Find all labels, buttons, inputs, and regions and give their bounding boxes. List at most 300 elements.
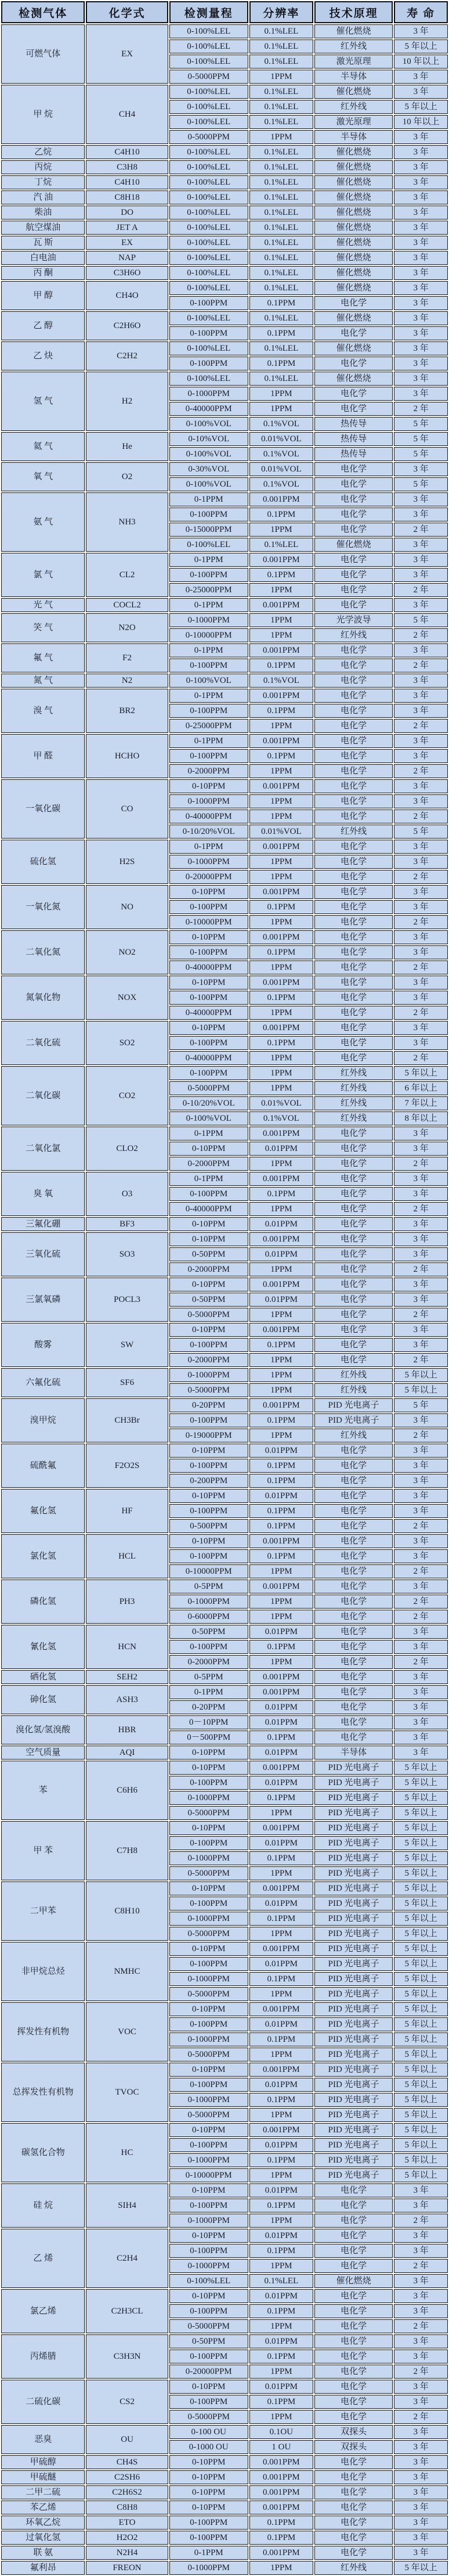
range-cell: 0-100PPM	[169, 1066, 248, 1080]
range-cell: 0-100%LEL	[169, 175, 248, 189]
range-cell: 0-10PPM	[169, 2183, 248, 2197]
lifespan-cell: 6 年以上	[394, 1081, 448, 1095]
principle-cell: 电化学	[314, 779, 393, 793]
resolution-cell: 0.001PPM	[249, 492, 313, 506]
range-cell: 0-1000 OU	[169, 2440, 248, 2454]
resolution-cell: 0.01PPM	[249, 1444, 313, 1458]
resolution-cell: 1PPM	[249, 2410, 313, 2424]
gas-name-cell: 氧 气	[1, 462, 85, 491]
resolution-cell: 1PPM	[249, 2214, 313, 2228]
range-cell: 0-10PPM	[169, 2289, 248, 2303]
resolution-cell: 1PPM	[249, 1006, 313, 1020]
lifespan-cell: 3 年	[394, 2304, 448, 2318]
gas-name-cell: 氟 气	[1, 643, 85, 672]
lifespan-cell: 5 年	[394, 432, 448, 446]
principle-cell: 电化学	[314, 1700, 393, 1714]
resolution-cell: 0.01PPM	[249, 1776, 313, 1790]
formula-cell: F2	[86, 643, 168, 672]
gas-name-cell: 二硫化碳	[1, 2380, 85, 2424]
resolution-cell: 0.1PPM	[249, 1640, 313, 1654]
principle-cell: 电化学	[314, 1444, 393, 1458]
lifespan-cell: 3 年	[394, 1715, 448, 1729]
resolution-cell: 1PPM	[249, 719, 313, 733]
range-cell: 0-1000PPM	[169, 2093, 248, 2107]
range-cell: 0-5000PPM	[169, 1081, 248, 1095]
range-cell: 0-100%LEL	[169, 538, 248, 552]
range-cell: 0-1000PPM	[169, 1368, 248, 1382]
principle-cell: 电化学	[314, 945, 393, 959]
lifespan-cell: 8 年以上	[394, 1111, 448, 1125]
resolution-cell: 0.001PPM	[249, 779, 313, 793]
range-cell: 0-100PPM	[169, 2244, 248, 2258]
range-cell: 0-1PPM	[169, 553, 248, 567]
range-cell: 0-1000PPM	[169, 613, 248, 627]
resolution-cell: 1PPM	[249, 2259, 313, 2273]
principle-cell: 电化学	[314, 643, 393, 657]
principle-cell: 电化学	[314, 1217, 393, 1231]
resolution-cell: 0.001PPM	[249, 1021, 313, 1035]
range-cell: 0-10PPM	[169, 930, 248, 944]
principle-cell: 电化学	[314, 930, 393, 944]
table-row	[1, 734, 448, 748]
gas-name-cell: 可燃气体	[1, 24, 85, 84]
lifespan-cell: 2 年	[394, 628, 448, 642]
range-cell: 0-100%LEL	[169, 311, 248, 325]
range-cell: 0-10PPM	[169, 1444, 248, 1458]
lifespan-cell: 3 年	[394, 1127, 448, 1141]
range-cell: 0-100PPM	[169, 1836, 248, 1850]
range-cell: 0-40000PPM	[169, 810, 248, 823]
resolution-cell: 0.1%LEL	[249, 2274, 313, 2288]
table-row	[1, 1172, 448, 1186]
resolution-cell: 0.001PPM	[249, 2546, 313, 2560]
resolution-cell: 0.1%LEL	[249, 115, 313, 129]
table-row	[1, 251, 448, 265]
range-cell: 0-1PPM	[169, 840, 248, 854]
range-cell: 0-100PPM	[169, 2078, 248, 2092]
lifespan-cell: 2 年	[394, 870, 448, 884]
lifespan-cell: 3 年	[394, 2485, 448, 2499]
resolution-cell: 0.01%VOL	[249, 432, 313, 446]
lifespan-cell: 5 年以上	[394, 2078, 448, 2092]
gas-name-cell: 二氧化氯	[1, 1127, 85, 1171]
lifespan-cell: 3 年	[394, 2395, 448, 2409]
lifespan-cell: 3 年	[394, 1580, 448, 1593]
resolution-cell: 0.1PPM	[249, 1504, 313, 1518]
principle-cell: 双探头	[314, 2440, 393, 2454]
resolution-cell: 0.1%LEL	[249, 266, 313, 280]
lifespan-cell: 3 年	[394, 1247, 448, 1261]
lifespan-cell: 3 年	[394, 266, 448, 280]
table-row	[1, 598, 448, 612]
range-cell: 0-1000PPM	[169, 1851, 248, 1865]
gas-name-cell: 溴 气	[1, 689, 85, 733]
formula-cell: C3H8	[86, 160, 168, 174]
table-row	[1, 1021, 448, 1035]
lifespan-cell: 3 年	[394, 900, 448, 914]
range-cell: 0-10000PPM	[169, 915, 248, 929]
lifespan-cell: 3 年	[394, 840, 448, 854]
range-cell: 0-40000PPM	[169, 960, 248, 974]
resolution-cell: 1PPM	[249, 583, 313, 597]
resolution-cell: 1PPM	[249, 628, 313, 642]
principle-cell: 电化学	[314, 1051, 393, 1065]
resolution-cell: 0.01PPM	[249, 2380, 313, 2394]
principle-cell: 电化学	[314, 960, 393, 974]
lifespan-cell: 2 年	[394, 2319, 448, 2333]
range-cell: 0-50PPM	[169, 1293, 248, 1307]
principle-cell: 电化学	[314, 2319, 393, 2333]
resolution-cell: 0.01PPM	[249, 2334, 313, 2348]
resolution-cell: 1PPM	[249, 1564, 313, 1578]
principle-cell: 催化燃烧	[314, 190, 393, 204]
range-cell: 0-100PPM	[169, 2395, 248, 2409]
principle-cell: 电化学	[314, 1459, 393, 1473]
range-cell: 0-5000PPM	[169, 2048, 248, 2061]
formula-cell: CH4O	[86, 281, 168, 310]
formula-cell: C4H10	[86, 145, 168, 159]
range-cell: 0-40000PPM	[169, 402, 248, 416]
range-cell: 0-5PPM	[169, 1580, 248, 1593]
resolution-cell: 0.01PPM	[249, 2289, 313, 2303]
table-row	[1, 145, 448, 159]
table-row	[1, 1127, 448, 1141]
principle-cell: PID 光电离子	[314, 2048, 393, 2061]
formula-cell: ASH3	[86, 1685, 168, 1714]
resolution-cell: 1PPM	[249, 2365, 313, 2379]
gas-name-cell: 乙 醇	[1, 311, 85, 340]
resolution-cell: 1PPM	[249, 1157, 313, 1171]
lifespan-cell: 5 年以上	[394, 39, 448, 53]
principle-cell: 电化学	[314, 1625, 393, 1639]
principle-cell: PID 光电离子	[314, 2078, 393, 2092]
range-cell: 0-100PPM	[169, 508, 248, 521]
resolution-cell: 0.1%LEL	[249, 55, 313, 69]
resolution-cell: 0.1PPM	[249, 1912, 313, 1926]
table-row	[1, 1368, 448, 1382]
gas-name-cell: 硅 烷	[1, 2183, 85, 2228]
range-cell: 0-10PPM	[169, 1021, 248, 1035]
range-cell: 0-10PPM	[169, 2123, 248, 2137]
principle-cell: 催化燃烧	[314, 266, 393, 280]
range-cell: 0-50PPM	[169, 1247, 248, 1261]
formula-cell: He	[86, 432, 168, 461]
lifespan-cell: 3 年	[394, 1625, 448, 1639]
resolution-cell: 0.001PPM	[249, 1685, 313, 1699]
resolution-cell: 0.001PPM	[249, 1232, 313, 1246]
range-cell: 0-100%LEL	[169, 85, 248, 99]
range-cell: 0-10PPM	[169, 1142, 248, 1156]
lifespan-cell: 3 年	[394, 341, 448, 355]
range-cell: 0-100PPM	[169, 945, 248, 959]
formula-cell: C2H2	[86, 341, 168, 370]
table-row	[1, 1580, 448, 1593]
resolution-cell: 1PPM	[249, 1383, 313, 1397]
resolution-cell: 0.1PPM	[249, 1791, 313, 1805]
range-cell: 0-100%LEL	[169, 190, 248, 204]
gas-name-cell: 氮 气	[1, 674, 85, 688]
lifespan-cell: 5 年以上	[394, 2093, 448, 2107]
resolution-cell: 0.001PPM	[249, 643, 313, 657]
lifespan-cell: 2 年	[394, 583, 448, 597]
formula-cell: C8H8	[86, 2501, 168, 2514]
range-cell: 0-100%LEL	[169, 2274, 248, 2288]
formula-cell: SO3	[86, 1232, 168, 1276]
principle-cell: 催化燃烧	[314, 538, 393, 552]
principle-cell: 热传导	[314, 447, 393, 461]
lifespan-cell: 5 年	[394, 477, 448, 491]
principle-cell: 电化学	[314, 749, 393, 763]
principle-cell: 电化学	[314, 2485, 393, 2499]
principle-cell: PID 光电离子	[314, 1791, 393, 1805]
lifespan-cell: 2 年	[394, 1595, 448, 1609]
resolution-cell: 1PPM	[249, 2561, 313, 2575]
principle-cell: PID 光电离子	[314, 2032, 393, 2046]
gas-name-cell: 笑 气	[1, 613, 85, 642]
range-cell: 0-1PPM	[169, 598, 248, 612]
resolution-cell: 0.01PPM	[249, 1217, 313, 1231]
table-row	[1, 779, 448, 793]
principle-cell: 电化学	[314, 991, 393, 1005]
principle-cell: 电化学	[314, 1670, 393, 1684]
range-cell: 0-100PPM	[169, 2350, 248, 2363]
range-cell: 0-100PPM	[169, 991, 248, 1005]
resolution-cell: 0.1%LEL	[249, 100, 313, 114]
formula-cell: C6H6	[86, 1761, 168, 1820]
table-row	[1, 1066, 448, 1080]
range-cell: 0-1PPM	[169, 1685, 248, 1699]
gas-name-cell: 二甲二硫	[1, 2485, 85, 2499]
table-row	[1, 930, 448, 944]
gas-name-cell: 乙 烯	[1, 2229, 85, 2288]
resolution-cell: 1PPM	[249, 523, 313, 537]
resolution-cell: 0.01%VOL	[249, 1096, 313, 1110]
lifespan-cell: 2 年	[394, 810, 448, 823]
table-row	[1, 2334, 448, 2348]
gas-name-cell: 挥发性有机物	[1, 2002, 85, 2061]
range-cell: 0-1PPM	[169, 492, 248, 506]
lifespan-cell: 3 年	[394, 2244, 448, 2258]
range-cell: 0-100%VOL	[169, 447, 248, 461]
principle-cell: 电化学	[314, 915, 393, 929]
resolution-cell: 0.001PPM	[249, 1172, 313, 1186]
lifespan-cell: 3 年	[394, 1504, 448, 1518]
lifespan-cell: 5 年以上	[394, 1897, 448, 1911]
lifespan-cell: 5 年以上	[394, 2138, 448, 2152]
principle-cell: PID 光电离子	[314, 1972, 393, 1986]
principle-cell: 催化燃烧	[314, 311, 393, 325]
gas-name-cell: 白电油	[1, 251, 85, 265]
range-cell: 0-25000PPM	[169, 583, 248, 597]
resolution-cell: 1PPM	[249, 1368, 313, 1382]
table-row	[1, 221, 448, 235]
principle-cell: 电化学	[314, 2199, 393, 2212]
lifespan-cell: 5 年以上	[394, 1851, 448, 1865]
principle-cell: 电化学	[314, 2229, 393, 2243]
range-cell: 0-40000PPM	[169, 1051, 248, 1065]
resolution-cell: 1PPM	[249, 870, 313, 884]
table-row	[1, 885, 448, 899]
resolution-cell: 0.1%VOL	[249, 1111, 313, 1125]
lifespan-cell: 5 年以上	[394, 1942, 448, 1956]
lifespan-cell: 3 年	[394, 734, 448, 748]
lifespan-cell: 3 年	[394, 1685, 448, 1699]
lifespan-cell: 3 年	[394, 85, 448, 99]
principle-cell: PID 光电离子	[314, 2153, 393, 2167]
lifespan-cell: 3 年	[394, 2470, 448, 2484]
principle-cell: 半导体	[314, 130, 393, 144]
resolution-cell: 0.001PPM	[249, 2470, 313, 2484]
lifespan-cell: 3 年	[394, 1474, 448, 1488]
principle-cell: 电化学	[314, 523, 393, 537]
range-cell: 0-100PPM	[169, 900, 248, 914]
principle-cell: 电化学	[314, 2350, 393, 2363]
gas-name-cell: 三氯氧磷	[1, 1278, 85, 1322]
principle-cell: 红外线	[314, 1383, 393, 1397]
lifespan-cell: 3 年	[394, 251, 448, 265]
lifespan-cell: 5 年以上	[394, 2002, 448, 2016]
lifespan-cell: 3 年	[394, 296, 448, 310]
principle-cell: 电化学	[314, 1247, 393, 1261]
principle-cell: 电化学	[314, 1610, 393, 1624]
principle-cell: 电化学	[314, 2183, 393, 2197]
gas-name-cell: 硫化氢	[1, 840, 85, 884]
resolution-cell: 1PPM	[249, 402, 313, 416]
range-cell: 0-6000PPM	[169, 1610, 248, 1624]
principle-cell: 电化学	[314, 1474, 393, 1488]
range-cell: 0-30%VOL	[169, 462, 248, 476]
principle-cell: 电化学	[314, 2380, 393, 2394]
range-cell: 0-5000PPM	[169, 1383, 248, 1397]
formula-cell: NOX	[86, 976, 168, 1020]
range-cell: 0-1000PPM	[169, 2259, 248, 2273]
lifespan-cell: 3 年	[394, 930, 448, 944]
table-row	[1, 1232, 448, 1246]
principle-cell: 催化燃烧	[314, 145, 393, 159]
resolution-cell: 0.1PPM	[249, 568, 313, 582]
principle-cell: 电化学	[314, 1323, 393, 1337]
table-row	[1, 266, 448, 280]
resolution-cell: 0.01PPM	[249, 2017, 313, 2031]
formula-cell: VOC	[86, 2002, 168, 2061]
range-cell: 0-100%VOL	[169, 1111, 248, 1125]
lifespan-cell: 3 年	[394, 372, 448, 386]
lifespan-cell: 3 年	[394, 749, 448, 763]
principle-cell: 电化学	[314, 855, 393, 869]
principle-cell: 电化学	[314, 2410, 393, 2424]
principle-cell: 电化学	[314, 704, 393, 718]
resolution-cell: 0.1PPM	[249, 659, 313, 672]
gas-name-cell: 光 气	[1, 598, 85, 612]
principle-cell: 催化燃烧	[314, 2274, 393, 2288]
resolution-cell: 0.1%LEL	[249, 236, 313, 250]
range-cell: 0-100%LEL	[169, 266, 248, 280]
lifespan-cell: 10 年以上	[394, 55, 448, 69]
table-row	[1, 2289, 448, 2303]
lifespan-cell: 2 年	[394, 1051, 448, 1065]
principle-cell: 电化学	[314, 2395, 393, 2409]
range-cell: 0-1000PPM	[169, 2153, 248, 2167]
range-cell: 0-2000PPM	[169, 1655, 248, 1669]
range-cell: 0-100PPM	[169, 1957, 248, 1971]
principle-cell: 电化学	[314, 2470, 393, 2484]
lifespan-cell: 5 年以上	[394, 1957, 448, 1971]
resolution-cell: 0.01PPM	[249, 1700, 313, 1714]
table-row	[1, 643, 448, 657]
principle-cell: 电化学	[314, 1187, 393, 1201]
table-row	[1, 1685, 448, 1699]
lifespan-cell: 5 年以上	[394, 1927, 448, 1941]
resolution-cell: 0.1PPM	[249, 1730, 313, 1744]
principle-cell: 电化学	[314, 1232, 393, 1246]
resolution-cell: 1PPM	[249, 1595, 313, 1609]
table-row	[1, 1217, 448, 1231]
range-cell: 0-10PPM	[169, 2501, 248, 2514]
gas-name-cell: 空气质量	[1, 1746, 85, 1760]
lifespan-cell: 3 年	[394, 1730, 448, 1744]
lifespan-cell: 3 年	[394, 991, 448, 1005]
lifespan-cell: 3 年	[394, 326, 448, 340]
principle-cell: PID 光电离子	[314, 2108, 393, 2122]
principle-cell: 催化燃烧	[314, 221, 393, 235]
principle-cell: PID 光电离子	[314, 1897, 393, 1911]
resolution-cell: 1PPM	[249, 2319, 313, 2333]
resolution-cell: 0.01PPM	[249, 2138, 313, 2152]
range-cell: 0-10PPM	[169, 976, 248, 990]
lifespan-cell: 3 年	[394, 160, 448, 174]
principle-cell: 电化学	[314, 2244, 393, 2258]
lifespan-cell: 2 年	[394, 659, 448, 672]
range-cell: 0-10000PPM	[169, 628, 248, 642]
lifespan-cell: 2 年	[394, 2365, 448, 2379]
resolution-cell: 0.1PPM	[249, 1474, 313, 1488]
range-cell: 0-10PPM	[169, 1232, 248, 1246]
formula-cell: POCL3	[86, 1278, 168, 1322]
resolution-cell: 0.1%VOL	[249, 417, 313, 431]
principle-cell: PID 光电离子	[314, 1761, 393, 1775]
table-row	[1, 1761, 448, 1775]
principle-cell: PID 光电离子	[314, 2063, 393, 2077]
resolution-cell: 0.1PPM	[249, 2244, 313, 2258]
formula-cell: EX	[86, 236, 168, 250]
principle-cell: 电化学	[314, 689, 393, 703]
range-cell: 0-40000PPM	[169, 1202, 248, 1216]
lifespan-cell: 5 年以上	[394, 2108, 448, 2122]
lifespan-cell: 5 年以上	[394, 2168, 448, 2182]
lifespan-cell: 2 年	[394, 2214, 448, 2228]
column-header: 分辨率	[249, 1, 313, 23]
table-row	[1, 2425, 448, 2439]
lifespan-cell: 3 年	[394, 492, 448, 506]
principle-cell: 电化学	[314, 1142, 393, 1156]
table-row	[1, 840, 448, 854]
resolution-cell: 0.1PPM	[249, 1519, 313, 1533]
table-row	[1, 2501, 448, 2514]
table-row	[1, 1821, 448, 1835]
resolution-cell: 0.1PPM	[249, 1972, 313, 1986]
gas-name-cell: 丙烯腈	[1, 2334, 85, 2379]
principle-cell: 红外线	[314, 1368, 393, 1382]
lifespan-cell: 5 年以上	[394, 2048, 448, 2061]
principle-cell: PID 光电离子	[314, 1776, 393, 1790]
gas-name-cell: 氢 气	[1, 372, 85, 431]
gas-name-cell: 二氧化氮	[1, 930, 85, 974]
formula-cell: HCL	[86, 1534, 168, 1578]
resolution-cell: 1PPM	[249, 1081, 313, 1095]
resolution-cell: 0.001PPM	[249, 1942, 313, 1956]
lifespan-cell: 5 年	[394, 613, 448, 627]
resolution-cell: 0.1PPM	[249, 2032, 313, 2046]
